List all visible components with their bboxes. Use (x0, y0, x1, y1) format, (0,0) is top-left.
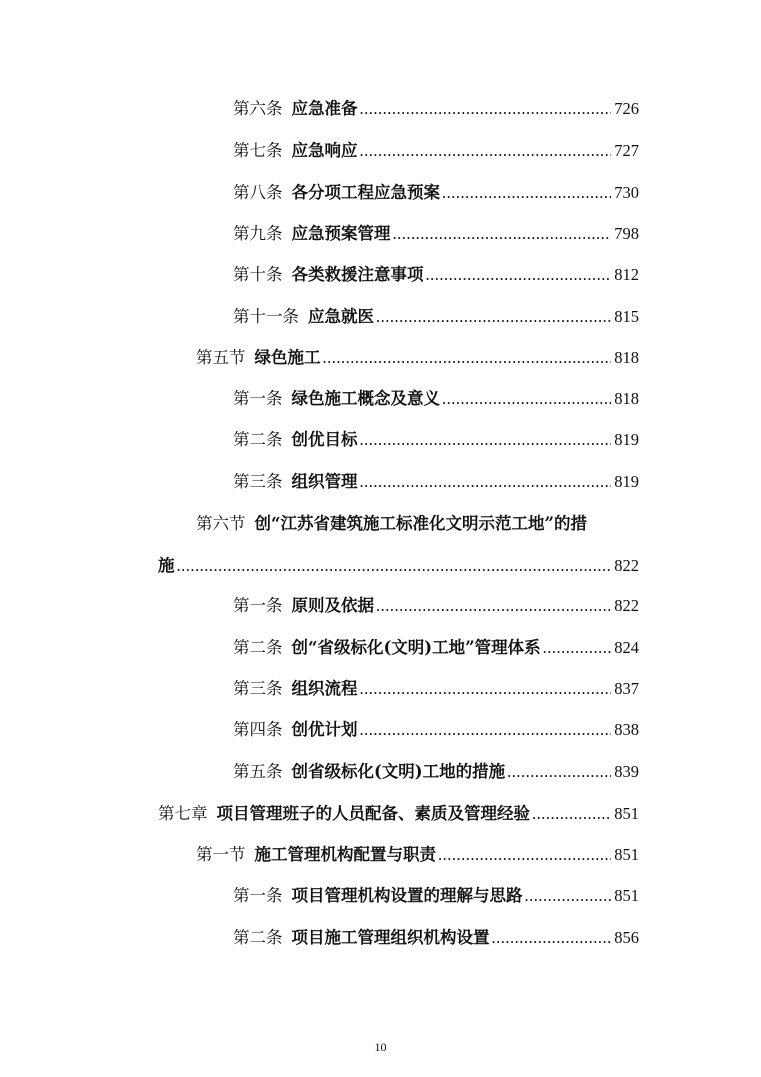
toc-entry[interactable] (233, 139, 639, 163)
toc-chapter-entry[interactable] (158, 802, 639, 826)
toc-entry-title: 创“省级标化(文明)工地”管理体系 (291, 638, 541, 657)
toc-entry-number: 第六条 (233, 99, 283, 118)
toc-entry-title: 项目管理机构设置的理解与思路 (291, 886, 523, 905)
toc-entry-title: 创“江苏省建筑施工标准化文明示范工地”的措 (254, 514, 587, 533)
toc-leader-dots (360, 718, 612, 742)
toc-entry-number: 第二条 (233, 928, 283, 947)
toc-entry-page: 822 (614, 556, 639, 575)
toc-entry[interactable] (233, 470, 639, 494)
toc-entry-number: 第七条 (233, 141, 283, 160)
toc-entry-title: 应急响应 (291, 141, 358, 160)
toc-entry-number: 第五节 (196, 348, 246, 367)
toc-entry-number: 第五条 (233, 762, 283, 781)
toc-leader-dots (442, 387, 611, 411)
toc-entry-number: 第八条 (233, 183, 283, 202)
toc-entry-page: 730 (614, 183, 639, 202)
page-number: 10 (374, 1040, 387, 1054)
toc-entry-page: 819 (614, 430, 639, 449)
toc-leader-dots (532, 802, 611, 826)
toc-leader-dots (360, 677, 612, 701)
toc-entry-title: 创省级标化(文明)工地的措施 (291, 762, 506, 781)
toc-entry-page: 824 (614, 638, 639, 657)
toc-entry[interactable] (233, 263, 639, 287)
toc-entry-title: 绿色施工概念及意义 (291, 389, 440, 408)
toc-entry[interactable] (233, 97, 639, 121)
toc-leader-dots (376, 305, 611, 329)
toc-leader-dots (393, 222, 612, 246)
toc-entry-title: 应急准备 (291, 99, 358, 118)
toc-entry[interactable] (233, 594, 639, 618)
toc-entry-page: 839 (614, 762, 639, 781)
toc-leader-dots (543, 636, 612, 660)
toc-leader-dots (323, 346, 612, 370)
toc-entry-title: 组织流程 (291, 679, 358, 698)
toc-entry-title-continuation: 施 (158, 556, 175, 575)
toc-leader-dots (360, 428, 612, 452)
toc-entry-page: 818 (614, 348, 639, 367)
toc-entry-page: 798 (614, 224, 639, 243)
toc-leader-dots (438, 843, 611, 867)
toc-entry-page: 727 (614, 141, 639, 160)
toc-entry[interactable] (233, 222, 639, 246)
toc-entry-title: 创优计划 (291, 720, 358, 739)
toc-section-heading-wrapped[interactable] (196, 512, 587, 536)
toc-entry[interactable] (233, 305, 639, 329)
toc-leader-dots (442, 181, 611, 205)
toc-entry-page: 819 (614, 472, 639, 491)
toc-entry-page: 856 (614, 928, 639, 947)
toc-section-continuation[interactable] (158, 554, 639, 578)
toc-entry-title: 绿色施工 (254, 348, 321, 367)
toc-entry-number: 第十一条 (233, 307, 299, 326)
toc-entry-number: 第六节 (196, 514, 246, 533)
toc-section-entry[interactable] (196, 346, 639, 370)
toc-leader-dots (360, 470, 612, 494)
toc-entry-number: 第一条 (233, 389, 283, 408)
toc-entry-number: 第一条 (233, 596, 283, 615)
toc-entry-page: 726 (614, 99, 639, 118)
toc-leader-dots (376, 594, 611, 618)
toc-entry[interactable] (233, 636, 639, 660)
toc-entry-number: 第一条 (233, 886, 283, 905)
toc-entry-number: 第二条 (233, 430, 283, 449)
toc-entry-page: 851 (614, 804, 639, 823)
toc-entry-title: 组织管理 (291, 472, 358, 491)
toc-entry[interactable] (233, 884, 639, 908)
toc-entry-title: 各分项工程应急预案 (291, 183, 440, 202)
toc-entry-number: 第十条 (233, 265, 283, 284)
toc-entry[interactable] (233, 926, 639, 950)
toc-entry-page: 818 (614, 389, 639, 408)
toc-section-entry[interactable] (196, 843, 639, 867)
toc-entry-title: 施工管理机构配置与职责 (254, 845, 436, 864)
toc-entry-number: 第三条 (233, 472, 283, 491)
toc-entry-page: 851 (614, 886, 639, 905)
toc-entry-title: 应急就医 (308, 307, 374, 326)
toc-entry-title: 创优目标 (291, 430, 358, 449)
toc-entry-number: 第二条 (233, 638, 283, 657)
toc-entry-number: 第九条 (233, 224, 283, 243)
toc-entry-page: 838 (614, 720, 639, 739)
toc-entry[interactable] (233, 760, 639, 784)
toc-leader-dots (525, 884, 612, 908)
toc-entry-title: 原则及依据 (291, 596, 374, 615)
toc-entry-title: 项目管理班子的人员配备、素质及管理经验 (216, 804, 530, 823)
toc-entry-title: 各类救援注意事项 (291, 265, 424, 284)
toc-entry-page: 837 (614, 679, 639, 698)
toc-leader-dots (177, 554, 612, 578)
toc-entry-page: 822 (614, 596, 639, 615)
toc-leader-dots (426, 263, 612, 287)
toc-entry-number: 第三条 (233, 679, 283, 698)
toc-entry-title: 应急预案管理 (291, 224, 391, 243)
toc-entry-page: 815 (614, 307, 639, 326)
toc-entry-page: 851 (614, 845, 639, 864)
toc-entry-page: 812 (614, 265, 639, 284)
toc-entry[interactable] (233, 677, 639, 701)
toc-leader-dots (507, 760, 611, 784)
toc-leader-dots (360, 139, 612, 163)
toc-entry-number: 第七章 (158, 804, 208, 823)
toc-entry-number: 第一节 (196, 845, 246, 864)
toc-leader-dots (360, 97, 612, 121)
toc-entry[interactable] (233, 181, 639, 205)
toc-entry-number: 第四条 (233, 720, 283, 739)
toc-leader-dots (492, 926, 612, 950)
toc-entry[interactable] (233, 718, 639, 742)
toc-entry[interactable] (233, 387, 639, 411)
toc-entry[interactable] (233, 428, 639, 452)
toc-entry-title: 项目施工管理组织机构设置 (291, 928, 490, 947)
